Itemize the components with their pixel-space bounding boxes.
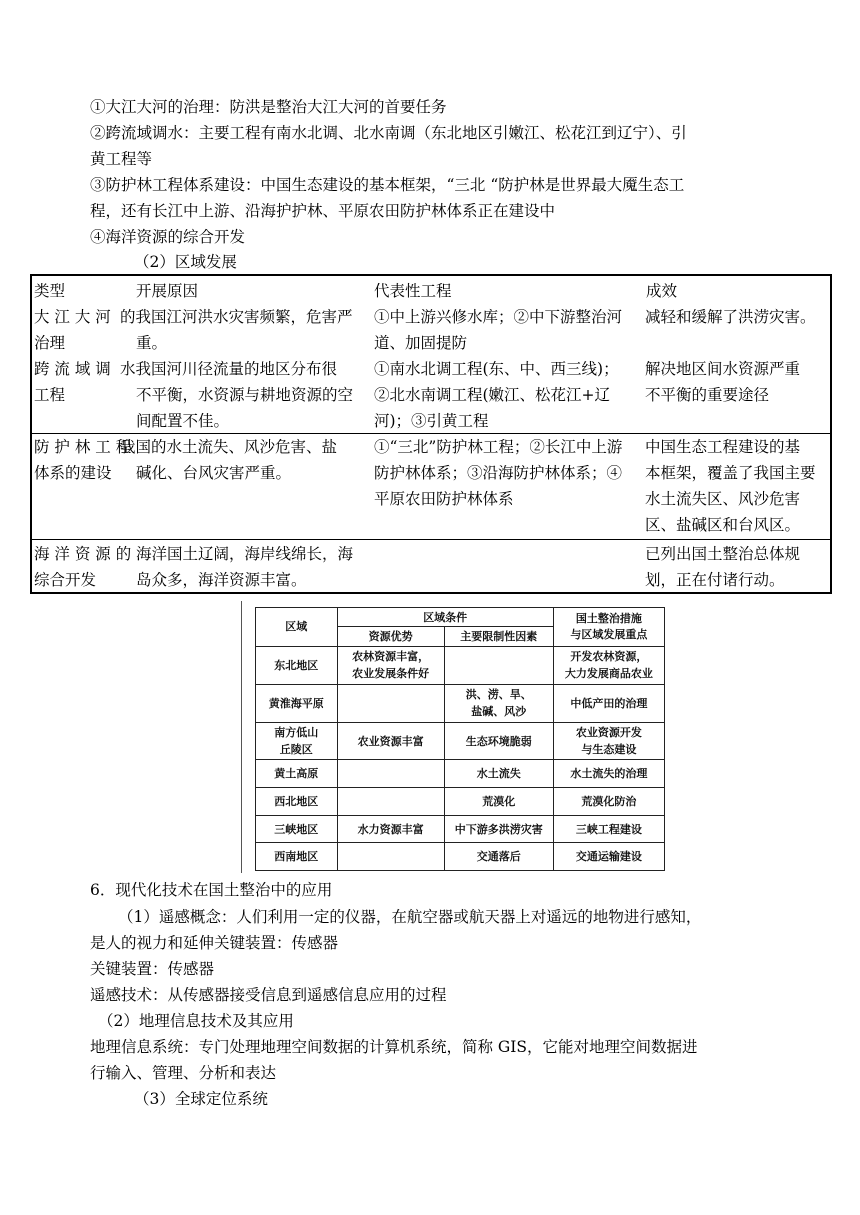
row4-reason: 岛众多，海洋资源丰富。	[136, 571, 307, 589]
table-row	[256, 788, 665, 816]
table2-cell-region: 西北地区	[256, 788, 338, 816]
table2-cell-measure: 开发农林资源， 大力发展商品农业	[553, 646, 664, 684]
table2-cell-measure: 中低产田的治理	[553, 684, 664, 722]
table-header-type: 类型	[34, 282, 66, 300]
row2-reason: 水我国河川径流量的地区分布很	[120, 360, 338, 378]
table2-cell-limit	[444, 646, 553, 684]
table-row	[256, 760, 665, 788]
row1-type: 治理	[34, 334, 66, 352]
row-divider	[32, 539, 830, 540]
table2-header-region: 区域	[256, 608, 338, 647]
table2-header-limits: 主要限制性因素	[444, 627, 553, 646]
table2-cell-advantage: 农林资源丰富， 农业发展条件好	[337, 646, 444, 684]
intro-line-6: ④海洋资源的综合开发	[90, 228, 246, 246]
intro-line-2: ②跨流域调水：主要工程有南水北调、北水南调（东北地区引嫩江、松花江到辽宁）、引	[90, 124, 687, 142]
row3-effect: 区、盐碱区和台风区。	[645, 516, 801, 534]
intro-line-3: 黄工程等	[90, 150, 153, 168]
table2-cell-measure: 水土流失的治理	[553, 760, 664, 788]
table2-cell-region: 南方低山 丘陵区	[256, 722, 338, 760]
row3-type: 体系的建设	[34, 464, 112, 482]
table-row	[256, 815, 665, 843]
row2-reason: 间配置不佳。	[136, 412, 230, 430]
intro-line-4: ③防护林工程体系建设：中国生态建设的基本框架，“三北 “防护林是世界最大魇生态工	[90, 176, 685, 194]
table2-cell-advantage	[337, 760, 444, 788]
row2-type: 工程	[34, 386, 66, 404]
row3-effect: 水土流失区、风沙危害	[645, 490, 801, 508]
table2-cell-limit: 生态环境脆弱	[444, 722, 553, 760]
row2-effect: 解决地区间水资源严重	[645, 360, 801, 378]
row2-type: 跨 流 域 调	[34, 360, 111, 378]
row1-reason: 的我国江河洪水灾害频繁，危害严	[120, 308, 353, 326]
row4-type: 海 洋 资 源 的	[34, 545, 132, 563]
table2-cell-region: 黄淮海平原	[256, 684, 338, 722]
row1-reason: 重。	[136, 334, 168, 352]
row1-effect: 减轻和缓解了洪涝灾害。	[645, 308, 816, 326]
table2-cell-limit: 交通落后	[444, 843, 553, 871]
table2-cell-region: 东北地区	[256, 646, 338, 684]
table-row	[256, 684, 665, 722]
section6-p6: （3）全球定位系统	[134, 1090, 268, 1108]
governance-table	[30, 274, 832, 594]
table2-cell-region: 黄土高原	[256, 760, 338, 788]
table-header-project: 代表性工程	[374, 282, 452, 300]
row3-project: 平原农田防护林体系	[374, 490, 514, 508]
table2-header-measures-line1: 国土整治措施	[575, 611, 642, 625]
row4-reason: 海洋国土辽阔，海岸线绵长，海	[136, 545, 354, 563]
table-row	[256, 722, 665, 760]
row4-effect: 已列出国土整治总体规	[645, 545, 801, 563]
row4-effect: 划，正在付诸行动。	[645, 571, 785, 589]
table2-cell-advantage	[337, 843, 444, 871]
row3-effect: 中国生态工程建设的基	[645, 438, 801, 456]
section6-p5-cont: 行输入、管理、分析和表达	[90, 1064, 277, 1082]
table2-cell-limit: 水土流失	[444, 760, 553, 788]
row2-effect: 不平衡的重要途径	[645, 386, 770, 404]
row2-project: ②北水南调工程(嫩江、松花江+辽	[374, 386, 611, 404]
table2-header-advantage: 资源优势	[337, 627, 444, 646]
section6-title: 6．现代化技术在国土整治中的应用	[90, 881, 333, 899]
table2-cell-measure: 三峡工程建设	[553, 815, 664, 843]
section6-p2: 关键装置：传感器	[90, 960, 215, 978]
table-row	[256, 646, 665, 684]
section6-p3: 遥感技术：从传感器接受信息到遥感信息应用的过程	[90, 986, 447, 1004]
row4-type: 综合开发	[34, 571, 97, 589]
table2-cell-limit: 洪、涝、旱、 盐碱、风沙	[444, 684, 553, 722]
row1-project: 道、加固提防	[374, 334, 468, 352]
row1-type: 大 江 大 河	[34, 308, 111, 326]
table2-header-measures	[553, 608, 664, 647]
table2-cell-region: 西南地区	[256, 843, 338, 871]
row2-project: 河)；③引黄工程	[374, 412, 489, 430]
table2-cell-limit: 中下游多洪涝灾害	[444, 815, 553, 843]
table2-header-measures-line2: 与区域发展重点	[570, 627, 648, 641]
table2-cell-measure: 荒漠化防治	[553, 788, 664, 816]
table2-cell-advantage	[337, 684, 444, 722]
table-header-effect: 成效	[646, 282, 678, 300]
row1-project: ①中上游兴修水库；②中下游整治河	[374, 308, 623, 326]
section-heading-regional-development: （2）区域发展	[134, 253, 237, 271]
table2-cell-measure: 交通运输建设	[553, 843, 664, 871]
table-row	[256, 843, 665, 871]
table2-header-conditions: 区域条件	[337, 608, 553, 627]
row3-project: ①“三北”防护林工程；②长江中上游	[374, 438, 623, 456]
table2-cell-advantage	[337, 788, 444, 816]
table2-cell-advantage: 农业资源丰富	[337, 722, 444, 760]
table2-cell-limit: 荒漠化	[444, 788, 553, 816]
row2-project: ①南水北调工程(东、中、西三线)；	[374, 360, 619, 378]
row3-reason: 我国的水土流失、风沙危害、盐	[120, 438, 338, 456]
row3-effect: 本框架，覆盖了我国主要	[645, 464, 816, 482]
table2-cell-measure: 农业资源开发 与生态建设	[553, 722, 664, 760]
section6-p1: （1）遥感概念：人们利用一定的仪器，在航空器或航天器上对遥远的地物进行感知，	[118, 908, 702, 926]
section6-p1-cont: 是人的视力和延伸关键装置：传感器	[90, 934, 339, 952]
intro-line-1: ①大江大河的治理：防洪是整治大江大河的首要任务	[90, 98, 447, 116]
row3-type: 防 护 林 工 程	[34, 438, 132, 456]
table-header-reason: 开展原因	[136, 282, 199, 300]
table2-cell-advantage: 水力资源丰富	[337, 815, 444, 843]
regional-conditions-table	[255, 607, 665, 871]
section6-p5: 地理信息系统：专门处理地理空间数据的计算机系统，简称 GIS，它能对地理空间数据进	[90, 1038, 698, 1056]
row3-project: 防护林体系；③沿海防护林体系；④	[374, 464, 623, 482]
scan-edge	[241, 601, 242, 873]
table2-cell-region: 三峡地区	[256, 815, 338, 843]
row2-reason: 不平衡，水资源与耕地资源的空	[136, 386, 354, 404]
intro-line-5: 程，还有长江中上游、沿海护护林、平原农田防护林体系正在建设中	[90, 202, 556, 220]
row3-reason: 碱化、台风灾害严重。	[136, 464, 292, 482]
section6-p4: （2）地理信息技术及其应用	[98, 1012, 294, 1030]
